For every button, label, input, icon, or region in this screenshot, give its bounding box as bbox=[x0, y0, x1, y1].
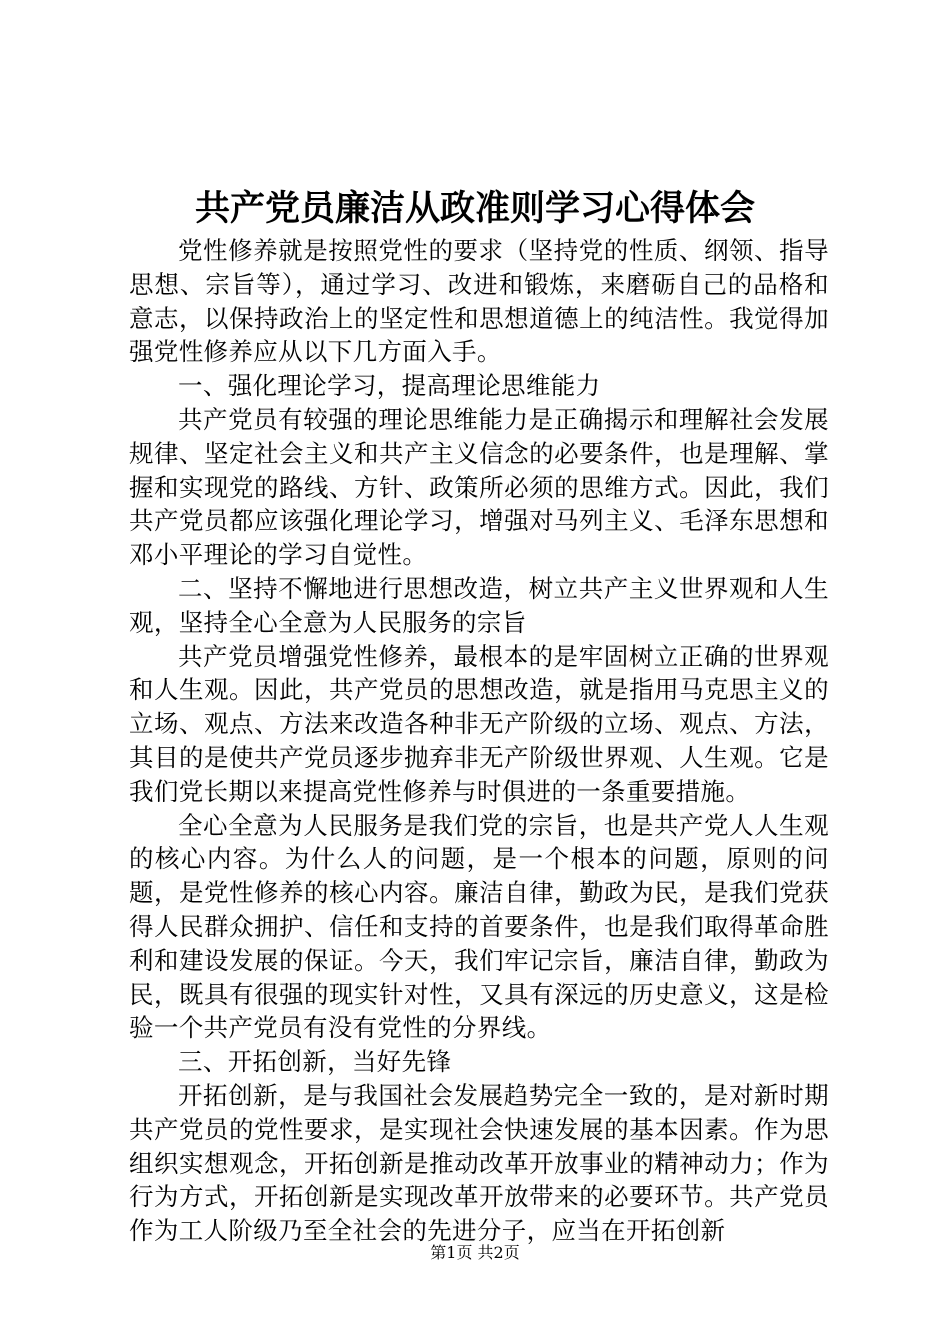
section-heading-2: 二、坚持不懈地进行思想改造，树立共产主义世界观和人生观，坚持全心全意为人民服务的宗旨 bbox=[129, 573, 829, 637]
paragraph-intro: 党性修养就是按照党性的要求（坚持党的性质、纲领、指导思想、宗旨等），通过学习、改进和锻炼，来磨砺自己的品格和意志，以保持政治上的坚定性和思想道德上的纯洁性。我觉得加强党性修养应从以下几方面入手。 bbox=[129, 236, 829, 367]
page-number-footer: 第1页 共2页 bbox=[430, 1243, 520, 1262]
paragraph-section-3: 开拓创新，是与我国社会发展趋势完全一致的，是对新时期共产党员的党性要求，是实现社会快速发展的基本因素。作为思组织实想观念，开拓创新是推动改革开放事业的精神动力；作为行为方式，开拓创新是实现改革开放带来的必要环节。共产党员作为工人阶级乃至全社会的先进分子，应当在开拓创新 bbox=[129, 1080, 829, 1246]
paragraph-section-1: 共产党员有较强的理论思维能力是正确揭示和理解社会发展规律、坚定社会主义和共产主义信念的必要条件，也是理解、掌握和实现党的路线、方针、政策所必须的思维方式。因此，我们共产党员都应该强化理论学习，增强对马列主义、毛泽东思想和邓小平理论的学习自觉性。 bbox=[129, 404, 829, 570]
document-title: 共产党员廉洁从政准则学习心得体会 bbox=[194, 188, 755, 229]
paragraph-section-2b: 全心全意为人民服务是我们党的宗旨，也是共产党人人生观的核心内容。为什么人的问题，是一个根本的问题，原则的问题，是党性修养的核心内容。廉洁自律，勤政为民，是我们党获得人民群众拥护、信任和支持的首要条件，也是我们取得革命胜利和建设发展的保证。今天，我们牢记宗旨，廉洁自律，勤政为民，既具有很强的现实针对性，又具有深远的历史意义，这是检验一个共产党员有没有党性的分界线。 bbox=[129, 810, 829, 1043]
document-body bbox=[129, 234, 829, 1248]
section-heading-3: 三、开拓创新，当好先锋 bbox=[178, 1047, 452, 1077]
section-heading-1: 一、强化理论学习，提高理论思维能力 bbox=[178, 371, 601, 401]
paragraph-section-2a: 共产党员增强党性修养，最根本的是牢固树立正确的世界观和人生观。因此，共产党员的思想改造，就是指用马克思主义的立场、观点、方法来改造各种非无产阶级的立场、观点、方法，其目的是使共产党员逐步抛弃非无产阶级世界观、人生观。它是我们党长期以来提高党性修养与时俱进的一条重要措施。 bbox=[129, 641, 829, 806]
